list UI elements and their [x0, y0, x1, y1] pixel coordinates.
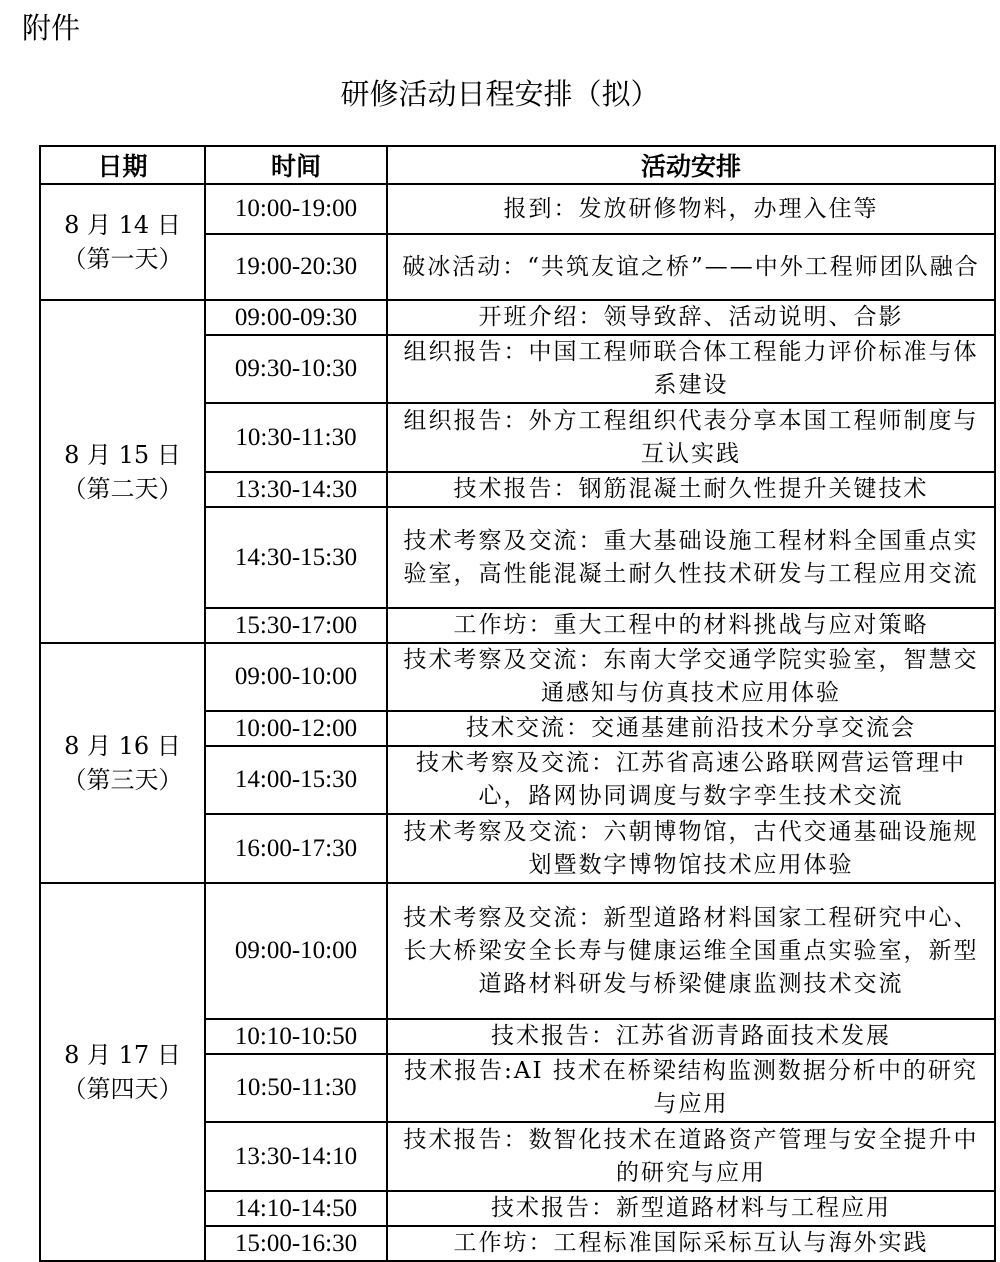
table-row [40, 300, 995, 335]
activity-cell: 开班介绍：领导致辞、活动说明、合影 [387, 300, 995, 335]
activity-cell: 技术报告：江苏省沥青路面技术发展 [387, 1019, 995, 1054]
time-cell: 14:10-14:50 [205, 1191, 387, 1226]
header-activity: 活动安排 [387, 146, 995, 184]
activity-cell: 技术报告：新型道路材料与工程应用 [387, 1191, 995, 1226]
activity-cell: 技术考察及交流：东南大学交通学院实验室，智慧交通感知与仿真技术应用体验 [387, 643, 995, 711]
date-text: 8 月 14 日 [64, 211, 181, 239]
day-label: （第一天） [62, 245, 183, 273]
activity-cell: 工作坊：工程标准国际采标互认与海外实践 [387, 1226, 995, 1261]
schedule-table [39, 145, 996, 1262]
activity-cell: 技术交流：交通基建前沿技术分享交流会 [387, 711, 995, 746]
activity-cell: 破冰活动：“共筑友谊之桥”——中外工程师团队融合 [387, 234, 995, 300]
time-cell: 19:00-20:30 [205, 234, 387, 300]
time-cell: 15:00-16:30 [205, 1226, 387, 1261]
date-text: 8 月 15 日 [64, 440, 181, 469]
time-cell: 16:00-17:30 [205, 814, 387, 883]
time-cell: 13:30-14:30 [205, 472, 387, 507]
time-cell: 09:00-09:30 [205, 300, 387, 335]
table-row [40, 184, 995, 234]
time-cell: 15:30-17:00 [205, 608, 387, 643]
time-cell: 09:00-10:00 [205, 643, 387, 711]
date-text: 8 月 17 日 [64, 1041, 181, 1069]
activity-cell: 技术报告：钢筋混凝土耐久性提升关键技术 [387, 472, 995, 507]
time-cell: 14:00-15:30 [205, 746, 387, 814]
time-cell: 10:00-19:00 [205, 184, 387, 234]
header-date: 日期 [40, 146, 205, 184]
activity-cell: 技术报告：数智化技术在道路资产管理与安全提升中的研究与应用 [387, 1122, 995, 1191]
day-label: （第三天） [62, 766, 183, 794]
date-cell [40, 300, 205, 643]
activity-cell: 技术考察及交流：新型道路材料国家工程研究中心、长大桥梁安全长寿与健康运维全国重点实验室，新型道路材料研发与桥梁健康监测技术交流 [387, 883, 995, 1019]
time-cell: 09:30-10:30 [205, 335, 387, 403]
attachment-label: 附件 [22, 11, 81, 45]
activity-cell: 技术考察及交流：重大基础设施工程材料全国重点实验室，高性能混凝土耐久性技术研发与工程应用交流 [387, 507, 995, 608]
activity-cell: 组织报告：外方工程组织代表分享本国工程师制度与互认实践 [387, 403, 995, 472]
schedule-body [40, 184, 995, 1261]
activity-cell: 组织报告：中国工程师联合体工程能力评价标准与体系建设 [387, 335, 995, 403]
header-row [40, 146, 995, 184]
time-cell: 09:00-10:00 [205, 883, 387, 1019]
date-cell [40, 883, 205, 1261]
table-row [40, 883, 995, 1019]
page-title: 研修活动日程安排（拟） [340, 77, 660, 111]
activity-cell: 技术报告:AI 技术在桥梁结构监测数据分析中的研究与应用 [387, 1054, 995, 1122]
activity-cell: 技术考察及交流：六朝博物馆，古代交通基础设施规划暨数字博物馆技术应用体验 [387, 814, 995, 883]
time-cell: 10:30-11:30 [205, 403, 387, 472]
day-label: （第四天） [62, 1075, 183, 1103]
activity-cell: 报到：发放研修物料，办理入住等 [387, 184, 995, 234]
table-row [40, 643, 995, 711]
activity-cell: 工作坊：重大工程中的材料挑战与应对策略 [387, 608, 995, 643]
time-cell: 14:30-15:30 [205, 507, 387, 608]
day-label: （第二天） [62, 474, 183, 503]
time-cell: 10:00-12:00 [205, 711, 387, 746]
date-cell [40, 184, 205, 300]
date-text: 8 月 16 日 [64, 732, 181, 760]
time-cell: 13:30-14:10 [205, 1122, 387, 1191]
date-cell [40, 643, 205, 883]
activity-cell: 技术考察及交流：江苏省高速公路联网营运管理中心，路网协同调度与数字孪生技术交流 [387, 746, 995, 814]
time-cell: 10:10-10:50 [205, 1019, 387, 1054]
time-cell: 10:50-11:30 [205, 1054, 387, 1122]
header-time: 时间 [205, 146, 387, 184]
